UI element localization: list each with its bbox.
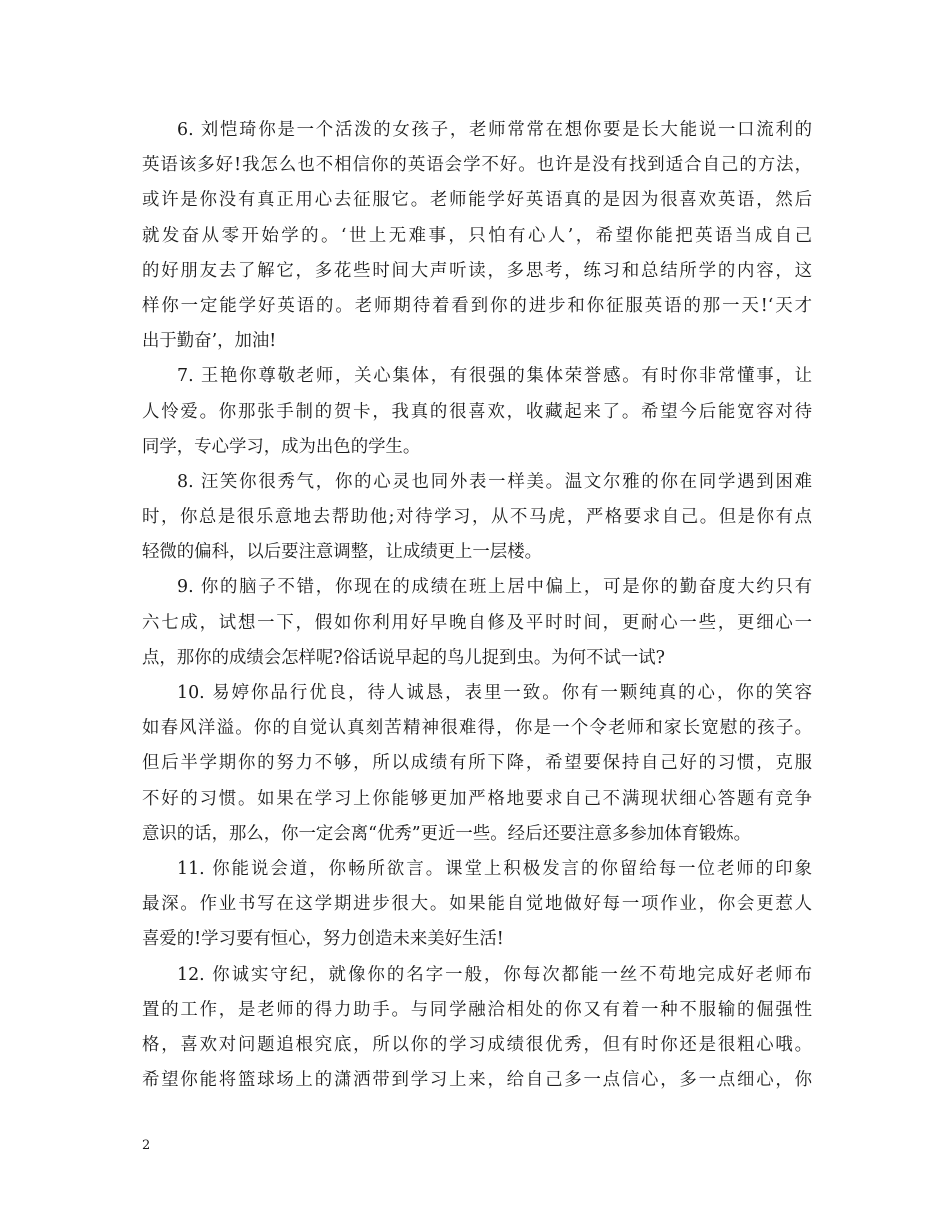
text-line: 10. 易婷你品行优良，待人诚恳，表里一致。你有一颗纯真的心，你的笑容: [177, 683, 812, 703]
paragraph-10: [142, 676, 812, 852]
text-line: 或许是你没有真正用心去征服它。老师能学好英语真的是因为很喜欢英语，然后: [142, 190, 812, 211]
text-line: 时，你总是很乐意地去帮助他;对待学习，从不马虎，严格要求自己。但是你有点: [142, 507, 812, 528]
text-line: 喜爱的!学习要有恒心，努力创造未来美好生活!: [142, 929, 504, 950]
paragraph-6: [142, 113, 812, 359]
document-body: [142, 113, 812, 1098]
text-line: 点，那你的成绩会怎样呢?俗话说早起的鸟儿捉到虫。为何不试一试?: [142, 647, 665, 668]
text-line: 不好的习惯。如果在学习上你能够更加严格地要求自己不满现状细心答题有竞争: [142, 788, 812, 809]
text-line: 12. 你诚实守纪，就像你的名字一般，你每次都能一丝不苟地完成好老师布: [177, 964, 812, 985]
paragraph-7: [142, 359, 812, 465]
paragraph-11: [142, 852, 812, 958]
text-line: 希望你能将篮球场上的潇洒带到学习上来，给自己多一点信心，多一点细心，你: [142, 1070, 812, 1091]
text-line: 置的工作，是老师的得力助手。与同学融洽相处的你又有着一种不服输的倔强性: [142, 999, 812, 1020]
text-line: 出于勤奋’，加油!: [142, 331, 277, 352]
text-line: 8. 汪笑你很秀气，你的心灵也同外表一样美。温文尔雅的你在同学遇到困难: [177, 471, 812, 492]
text-line: 7. 王艳你尊敬老师，关心集体，有很强的集体荣誉感。有时你非常懂事，让: [177, 366, 812, 387]
text-line: 11. 你能说会道，你畅所欲言。课堂上积极发言的你留给每一位老师的印象: [177, 858, 812, 879]
text-line: 轻微的偏科，以后要注意调整，让成绩更上一层楼。: [142, 542, 542, 563]
text-line: 六七成，试想一下，假如你利用好早晚自修及平时时间，更耐心一些，更细心一: [142, 612, 812, 633]
text-line: 格，喜欢对问题追根究底，所以你的学习成绩很优秀，但有时你还是很粗心哦。: [142, 1034, 812, 1055]
text-line: 最深。作业书写在这学期进步很大。如果能自觉地做好每一项作业，你会更惹人: [142, 894, 812, 915]
text-line: 就发奋从零开始学的。‘世上无难事，只怕有心人’，希望你能把英语当成自己: [142, 225, 812, 246]
text-line: 样你一定能学好英语的。老师期待着看到你的进步和你征服英语的那一天!‘天才: [142, 295, 812, 316]
page-number: 2: [142, 1138, 151, 1153]
paragraph-12: [142, 958, 812, 1099]
text-line: 同学，专心学习，成为出色的学生。: [142, 436, 421, 457]
text-line: 的好朋友去了解它，多花些时间大声听读，多思考，练习和总结所学的内容，这: [142, 260, 812, 281]
text-line: 人怜爱。你那张手制的贺卡，我真的很喜欢，收藏起来了。希望今后能宽容对待: [142, 401, 812, 422]
paragraph-9: [142, 570, 812, 676]
text-line: 9. 你的脑子不错，你现在的成绩在班上居中偏上，可是你的勤奋度大约只有: [177, 577, 812, 598]
text-line: 如春风洋溢。你的自觉认真刻苦精神很难得，你是一个令老师和家长宽慰的孩子。: [142, 718, 812, 739]
text-line: 6. 刘恺琦你是一个活泼的女孩子，老师常常在想你要是长大能说一口流利的: [177, 120, 812, 140]
text-line: 意识的话，那么，你一定会离“优秀”更近一些。经后还要注意多参加体育锻炼。: [142, 823, 752, 844]
text-line: 英语该多好!我怎么也不相信你的英语会学不好。也许是没有找到适合自己的方法，: [142, 155, 812, 176]
paragraph-8: [142, 465, 812, 571]
text-line: 但后半学期你的努力不够，所以成绩有所下降，希望要保持自己好的习惯，克服: [142, 753, 812, 774]
